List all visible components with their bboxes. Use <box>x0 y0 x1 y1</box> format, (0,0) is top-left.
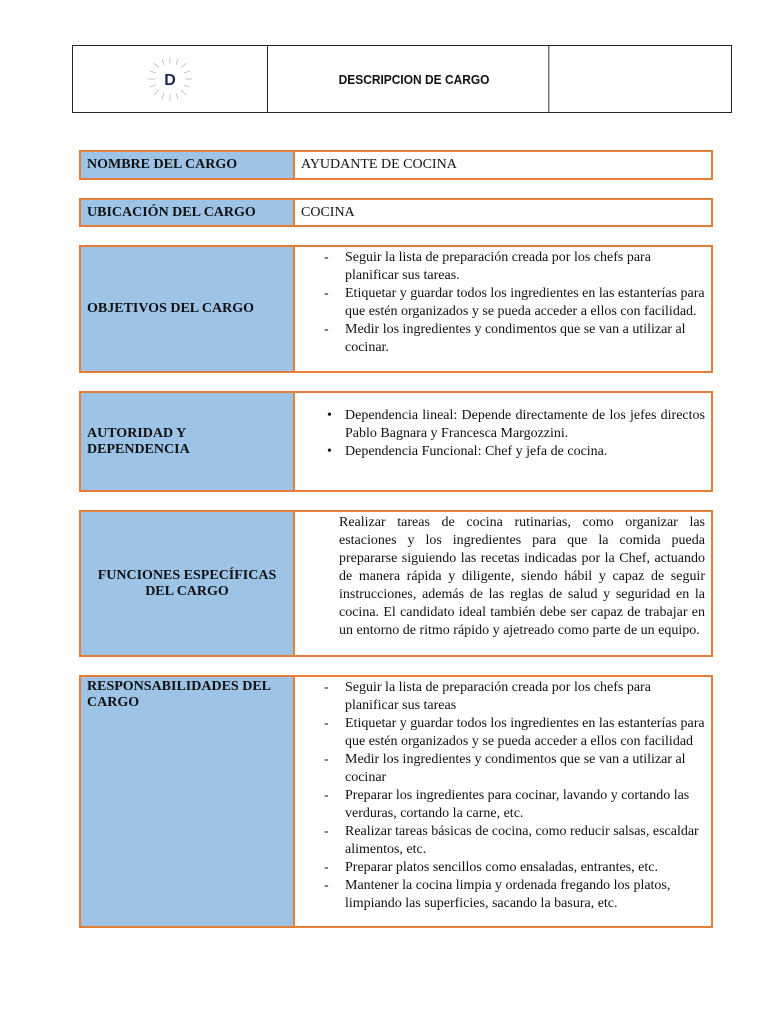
label-autoridad-dependencia: AUTORIDAD Y DEPENDENCIA <box>81 393 295 490</box>
list-item: - Realizar tareas básicas de cocina, como reducir salsas, escaldar alimentos, etc. <box>301 823 705 859</box>
list-item: - Mantener la cocina limpia y ordenada fregando los platos, limpiando las superficies, sacando la basura, etc. <box>301 877 705 913</box>
value-funciones-especificas: Realizar tareas de cocina rutinarias, como organizar las estaciones y los ingredientes para que la comida pueda prepararse siguiendo las recetas indicadas por la Chef, actuando de manera rápida y diligente, siendo hábil y capaz de seguir instrucciones, además de las reglas de salud y seguridad en la cocina. El candidato ideal también debe ser capaz de trabajar en un entorno de ritmo rápido y ajetreado como parte de un equipo. <box>339 515 705 638</box>
value-responsabilidades-cargo <box>295 677 711 926</box>
document-title: DESCRIPCION DE CARGO <box>280 46 550 112</box>
company-logo-icon <box>140 49 200 109</box>
label-ubicacion-cargo: UBICACIÓN DEL CARGO <box>81 200 295 225</box>
svg-text:D: D <box>164 72 176 89</box>
row-responsabilidades-cargo <box>79 675 713 928</box>
row-ubicacion-cargo <box>79 198 713 227</box>
row-funciones-especificas <box>79 510 713 657</box>
list-item: - Seguir la lista de preparación creada por los chefs para planificar sus tareas <box>301 679 705 715</box>
list-item: • Dependencia Funcional: Chef y jefa de cocina. <box>301 443 705 461</box>
value-objetivos-cargo <box>295 247 711 371</box>
list-item: - Medir los ingredientes y condimentos que se van a utilizar al cocinar <box>301 751 705 787</box>
value-nombre-cargo: AYUDANTE DE COCINA <box>301 157 457 172</box>
list-item: - Preparar los ingredientes para cocinar, lavando y cortando las verduras, cortando la carne, etc. <box>301 787 705 823</box>
list-item: - Medir los ingredientes y condimentos que se van a utilizar al cocinar. <box>301 321 705 357</box>
row-autoridad-dependencia <box>79 391 713 492</box>
document-header <box>72 45 732 113</box>
value-autoridad-dependencia <box>295 393 711 490</box>
list-item: - Etiquetar y guardar todos los ingredientes en las estanterías para que estén organizados y se pueda acceder a ellos con facilidad. <box>301 285 705 321</box>
header-empty-cell <box>561 46 731 112</box>
label-responsabilidades-cargo: RESPONSABILIDADES DEL CARGO <box>81 677 295 926</box>
label-funciones-especificas: FUNCIONES ESPECÍFICAS DEL CARGO <box>81 512 295 655</box>
list-item: • Dependencia lineal: Depende directamente de los jefes directos Pablo Bagnara y Francesca Margozzini. <box>301 407 705 443</box>
list-item: - Etiquetar y guardar todos los ingredientes en las estanterías para que estén organizados y se pueda acceder a ellos con facilidad <box>301 715 705 751</box>
logo-cell <box>73 46 268 112</box>
label-objetivos-cargo: OBJETIVOS DEL CARGO <box>81 247 295 371</box>
label-nombre-cargo: NOMBRE DEL CARGO <box>81 152 295 178</box>
value-ubicacion-cargo: COCINA <box>301 204 355 220</box>
list-item: - Seguir la lista de preparación creada por los chefs para planificar sus tareas. <box>301 249 705 285</box>
list-item: - Preparar platos sencillos como ensaladas, entrantes, etc. <box>301 859 705 877</box>
row-nombre-cargo <box>79 150 713 180</box>
row-objetivos-cargo <box>79 245 713 373</box>
